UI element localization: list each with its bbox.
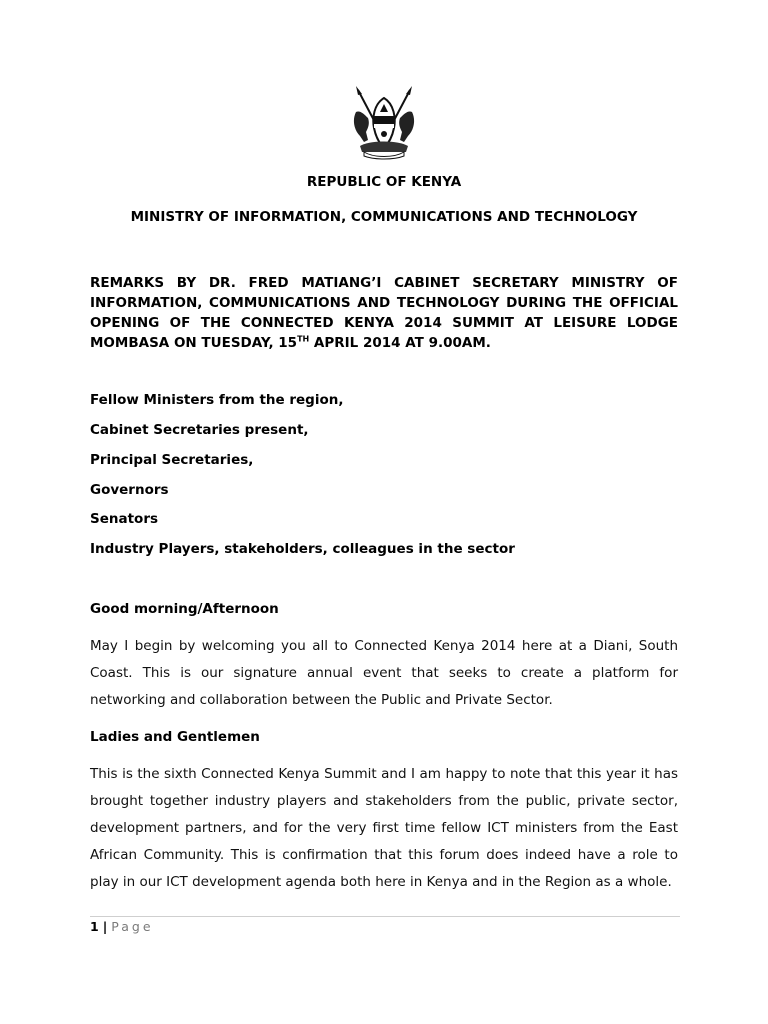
salutation-bold: Senators: [90, 511, 159, 527]
salutation-line: [90, 392, 344, 408]
greeting-heading: Good morning/Afternoon: [90, 601, 279, 617]
salutation-line: [90, 482, 169, 498]
country-title: REPUBLIC OF KENYA: [306, 174, 462, 190]
remarks-heading-text: REMARKS BY DR. FRED MATIANG’I CABINET SECRETARY MINISTRY OF INFORMATION, COMMUNICATIONS AND TECHNOLOGY DURING THE OFFICIAL OPENING OF THE CONNECTED KENYA 2014 SUMMIT AT LEISURE LODGE MOMBASA ON TUESDAY, 15: [90, 275, 678, 351]
remarks-heading: [90, 273, 678, 353]
salutation-punct: ,: [303, 422, 309, 438]
summit-paragraph: This is the sixth Connected Kenya Summit and I am happy to note that this year it has brought together industry players and stakeholders from the public, private sector, development partners, and for the very first time fellow ICT ministers from the East African Community. This is confirmation that this forum does indeed have a role to play in our ICT development agenda both here in Kenya and in the Region as a whole.: [90, 766, 678, 890]
salutation-bold: Principal Secretaries: [90, 452, 249, 468]
remarks-superscript: TH: [297, 334, 310, 344]
salutation-bold: Governors: [90, 482, 169, 498]
salutation-line: [90, 422, 309, 438]
salutation-punct: ,: [338, 392, 344, 408]
salutation-line: [90, 541, 515, 557]
ladies-heading: Ladies and Gentlemen: [90, 729, 260, 745]
footer-separator: |: [102, 919, 108, 934]
remarks-heading-tail: APRIL 2014 AT 9.00AM.: [309, 335, 491, 351]
kenya-coat-of-arms-icon: [350, 84, 418, 160]
salutation-line: [90, 452, 253, 468]
salutation-line: [90, 511, 158, 527]
page-label: Page: [111, 919, 154, 934]
ministry-title: MINISTRY OF INFORMATION, COMMUNICATIONS AND TECHNOLOGY: [130, 209, 638, 225]
page-footer: [90, 919, 154, 934]
footer-divider: [90, 916, 680, 917]
salutation-punct: ,: [248, 452, 254, 468]
page-number: 1: [90, 919, 99, 934]
salutation-bold: Industry Players, stakeholders, colleagues in the sector: [90, 541, 515, 557]
welcome-paragraph: May I begin by welcoming you all to Connected Kenya 2014 here at a Diani, South Coast. This is our signature annual event that seeks to create a platform for networking and collaboration between the Public and Private Sector.: [90, 638, 678, 708]
salutation-bold: Cabinet Secretaries present: [90, 422, 304, 438]
salutation-bold: Fellow Ministers from the region: [90, 392, 339, 408]
